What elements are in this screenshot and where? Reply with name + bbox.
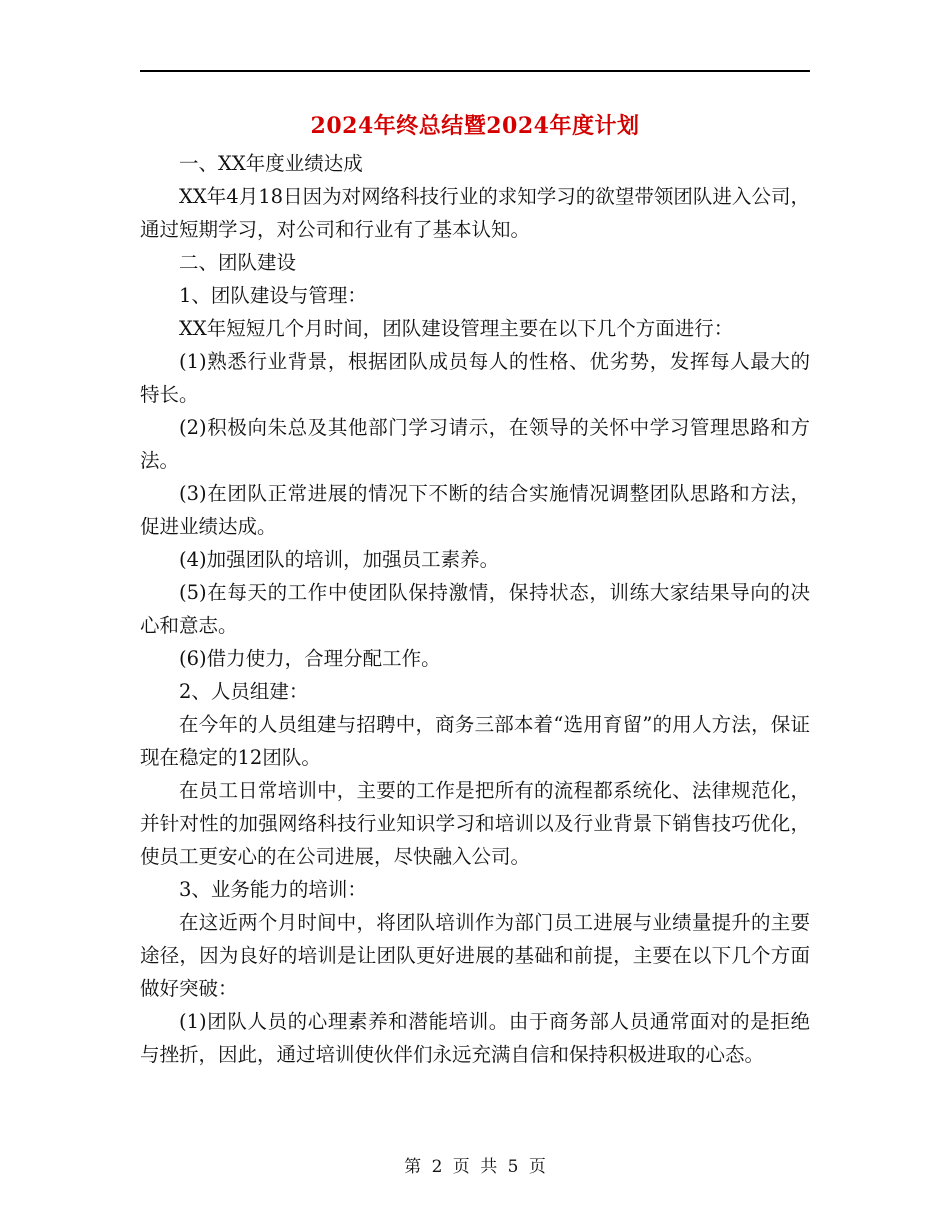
- paragraph: (5)在每天的工作中使团队保持激情，保持状态，训练大家结果导向的决心和意志。: [140, 581, 810, 637]
- paragraph: (4)加强团队的培训，加强员工素养。: [179, 548, 500, 571]
- paragraph: 在员工日常培训中，主要的工作是把所有的流程都系统化、法律规范化，并针对性的加强网络科技行业知识学习和培训以及行业背景下销售技巧优化，使员工更安心的在公司进展，尽快融入公司。: [140, 779, 810, 868]
- document-title: 2024年终总结暨2024年度计划: [310, 113, 640, 139]
- paragraph: 在今年的人员组建与招聘中，商务三部本着“选用育留”的用人方法，保证现在稳定的12团队。: [140, 713, 810, 769]
- paragraph: (1)熟悉行业背景，根据团队成员每人的性格、优劣势，发挥每人最大的特长。: [140, 350, 810, 406]
- paragraph: 在这近两个月时间中，将团队培训作为部门员工进展与业绩量提升的主要途径，因为良好的培训是让团队更好进展的基础和前提，主要在以下几个方面做好突破：: [140, 911, 810, 1000]
- paragraph: 1、团队建设与管理：: [179, 284, 367, 307]
- paragraph: (2)积极向朱总及其他部门学习请示，在领导的关怀中学习管理思路和方法。: [140, 416, 810, 472]
- document-body: [140, 147, 810, 1071]
- paragraph: XX年短短几个月时间，团队建设管理主要在以下几个方面进行：: [179, 317, 734, 340]
- paragraph: (1)团队人员的心理素养和潜能培训。由于商务部人员通常面对的是拒绝与挫折，因此，通过培训使伙伴们永远充满自信和保持积极进取的心态。: [140, 1010, 810, 1066]
- paragraph: 二、团队建设: [179, 251, 297, 274]
- paragraph: (3)在团队正常进展的情况下不断的结合实施情况调整团队思路和方法，促进业绩达成。: [140, 482, 810, 538]
- paragraph: 一、XX年度业绩达成: [179, 152, 363, 175]
- header-rule: [140, 70, 810, 72]
- paragraph: XX年4月18日因为对网络科技行业的求知学习的欲望带领团队进入公司，通过短期学习，对公司和行业有了基本认知。: [140, 185, 810, 241]
- paragraph: 2、人员组建：: [179, 680, 309, 703]
- paragraph: 3、业务能力的培训：: [179, 878, 367, 901]
- page-number-footer: 第 2 页 共 5 页: [404, 1157, 546, 1177]
- paragraph: (6)借力使力，合理分配工作。: [179, 647, 441, 670]
